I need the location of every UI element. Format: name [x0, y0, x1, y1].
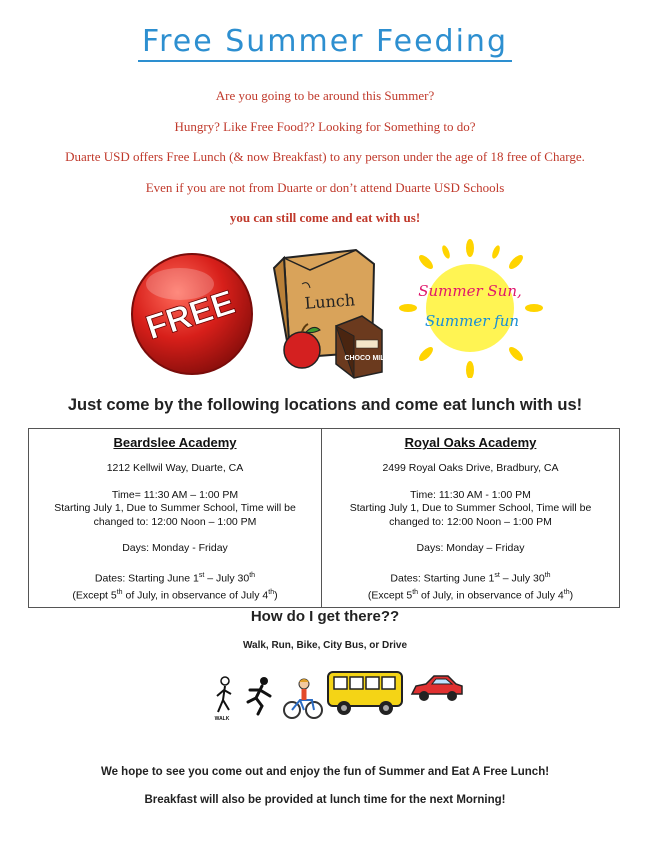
intro-line-3: Duarte USD offers Free Lunch (& now Breakfast) to any person under the age of 18 free of Charge. — [65, 149, 585, 164]
location-except: (Except 5th of July, in observance of July 4th) — [72, 588, 278, 601]
intro-line-1: Are you going to be around this Summer? — [215, 88, 435, 103]
locations-heading: Just come by the following locations and come eat lunch with us! — [67, 396, 583, 414]
intro-line-2: Hungry? Like Free Food?? Looking for Something to do? — [174, 119, 476, 134]
location-address: 2499 Royal Oaks Drive, Bradbury, CA — [382, 462, 559, 474]
closing-line-2: Breakfast will also be provided at lunch time for the next Morning! — [144, 794, 506, 806]
free-badge-text: FREE — [141, 283, 240, 348]
location-time: Time: 11:30 AM - 1:00 PM — [410, 488, 531, 501]
location-address: 1212 Kellwil Way, Duarte, CA — [106, 462, 244, 474]
location-change-1: Starting July 1, Due to Summer School, Time will be — [54, 502, 296, 514]
location-beardslee — [29, 429, 322, 607]
bus-icon — [326, 668, 406, 718]
milk-carton-text: CHOCO MILK — [344, 355, 390, 362]
intro-line-5: you can still come and eat with us! — [229, 210, 421, 225]
free-badge-image — [128, 250, 256, 378]
location-dates: Dates: Starting June 1st – July 30th — [94, 571, 256, 584]
location-days: Days: Monday - Friday — [122, 542, 228, 554]
walk-label: WALK — [214, 716, 230, 722]
page-title: Free Summer Feeding — [0, 24, 650, 59]
location-except: (Except 5th of July, in observance of July 4th) — [367, 588, 574, 601]
sun-text-2: Summer fun — [424, 312, 520, 330]
location-name: Royal Oaks Academy — [404, 435, 537, 450]
run-icon — [242, 676, 274, 716]
lunch-bag-image — [270, 244, 390, 379]
how-heading: How do I get there?? — [250, 608, 400, 625]
location-name: Beardslee Academy — [113, 435, 237, 450]
sun-text-1: Summer Sun, — [418, 282, 522, 300]
location-days: Days: Monday – Friday — [416, 542, 525, 554]
location-royal-oaks — [322, 429, 619, 607]
lunch-bag-text: Lunch — [303, 290, 356, 313]
location-change-2: changed to: 12:00 Noon – 1:00 PM — [93, 515, 257, 528]
intro-line-4: Even if you are not from Duarte or don’t attend Duarte USD Schools — [145, 180, 505, 195]
walk-icon — [210, 676, 240, 722]
location-change-1: Starting July 1, Due to Summer School, Time will be — [349, 502, 592, 514]
car-icon — [408, 672, 464, 704]
location-change-2: changed to: 12:00 Noon – 1:00 PM — [389, 515, 552, 528]
location-time: Time= 11:30 AM – 1:00 PM — [111, 488, 239, 501]
bike-icon — [282, 676, 324, 720]
location-dates: Dates: Starting June 1st – July 30th — [390, 571, 551, 584]
closing-line-1: We hope to see you come out and enjoy the fun of Summer and Eat A Free Lunch! — [100, 766, 550, 778]
transport-options: Walk, Run, Bike, City Bus, or Drive — [242, 640, 408, 651]
locations-table — [28, 428, 620, 608]
summer-sun-image — [398, 238, 544, 378]
